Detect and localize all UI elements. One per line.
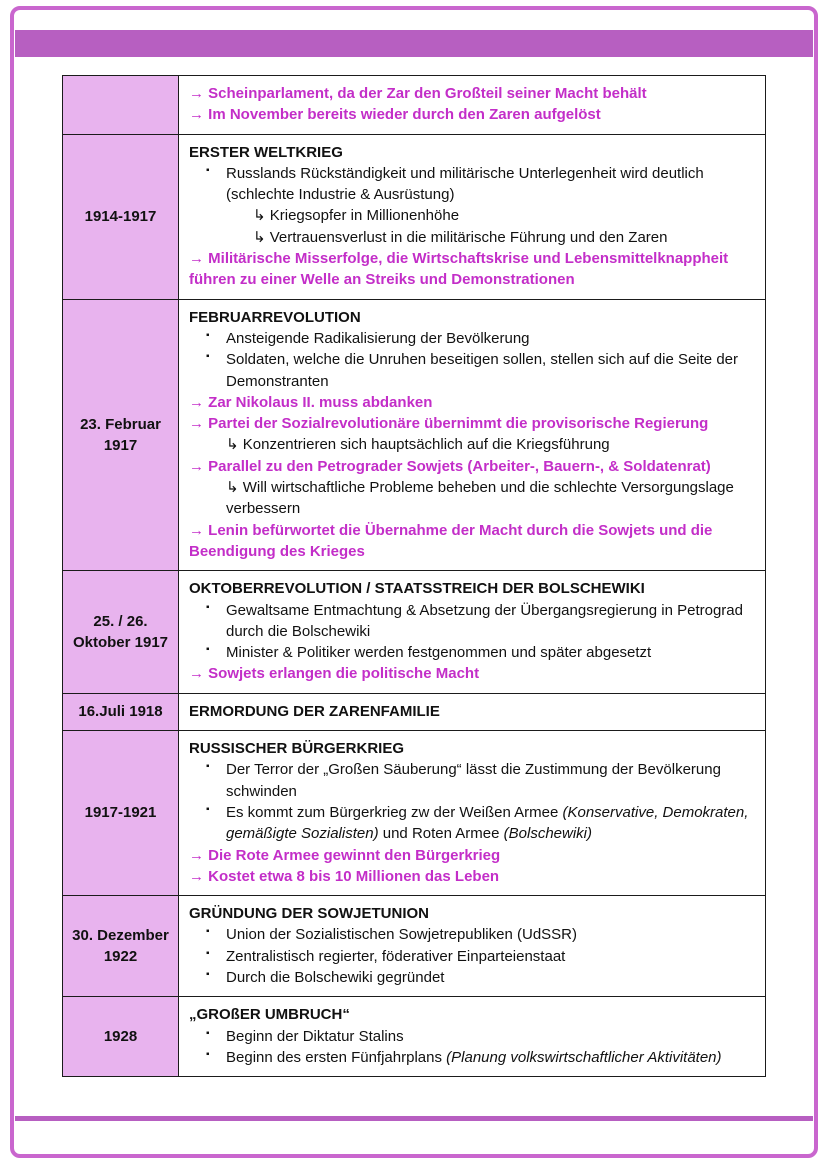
text-segment: Der Terror der „Großen Säuberung“ lässt die Zustimmung der Bevölkerung schwinden xyxy=(226,761,721,800)
text-segment: (Planung volkswirtschaftlicher Aktivitäten) xyxy=(446,1048,722,1066)
text-segment: Beginn der Diktatur Stalins xyxy=(226,1027,404,1045)
text-segment: Kriegsopfer in Millionenhöhe xyxy=(269,207,460,225)
text-segment: (Konservative, Demokraten, gemäßigte Sozialisten) xyxy=(226,803,749,843)
text-segment: (Bolschewiki) xyxy=(503,825,593,843)
event-cell xyxy=(179,997,766,1077)
arrow-right-icon: → xyxy=(189,867,209,885)
date-cell xyxy=(63,76,179,135)
event-cell xyxy=(179,693,766,730)
bullet-icon: ▪ xyxy=(206,1027,210,1039)
arrow-line xyxy=(189,520,753,563)
date-cell: 1917-1921 xyxy=(63,731,179,896)
date-cell: 25. / 26. Oktober 1917 xyxy=(63,571,179,693)
arrow-right-icon: → xyxy=(189,85,209,102)
arrow-right-icon: → xyxy=(189,393,209,411)
heading-line xyxy=(189,578,753,599)
heading-line xyxy=(189,142,753,163)
arrow-right-icon: → xyxy=(189,665,209,683)
bullet-line xyxy=(189,967,753,988)
text-segment: Durch die Bolschewiki gegründet xyxy=(226,968,445,986)
text-segment: GRÜNDUNG DER SOWJETUNION xyxy=(189,905,430,923)
arrow-line xyxy=(189,104,753,125)
date-cell: 1914-1917 xyxy=(63,134,179,299)
event-cell xyxy=(179,299,766,571)
text-segment: Kostet etwa 8 bis 10 Millionen das Leben xyxy=(208,867,500,885)
table-row xyxy=(63,731,766,896)
bullet-icon: ▪ xyxy=(206,947,210,959)
text-segment: FEBRUARREVOLUTION xyxy=(189,308,361,326)
table-row xyxy=(63,299,766,571)
sub-arrow-icon: ↳ xyxy=(253,228,270,246)
table-row xyxy=(63,76,766,135)
event-cell xyxy=(179,76,766,135)
bullet-line xyxy=(189,642,753,663)
sub-arrow-icon: ↳ xyxy=(253,207,270,225)
timeline-table xyxy=(62,75,766,1077)
bullet-line xyxy=(189,946,753,967)
heading-line xyxy=(189,903,753,924)
text-segment: Scheinparlament, da der Zar den Großteil seiner Macht behält xyxy=(208,85,647,102)
text-segment: Konzentrieren sich hauptsächlich auf die Kriegsführung xyxy=(242,436,610,454)
timeline-table-body xyxy=(63,76,766,1077)
bullet-icon: ▪ xyxy=(206,803,210,815)
arrow-line xyxy=(189,248,753,291)
text-segment: Die Rote Armee gewinnt den Bürgerkrieg xyxy=(208,846,501,864)
text-segment: Vertrauensverlust in die militärische Führung und den Zaren xyxy=(269,228,668,246)
bullet-icon: ▪ xyxy=(206,644,210,656)
header-bar xyxy=(15,30,813,57)
bullet-line xyxy=(189,1026,753,1047)
bullet-icon: ▪ xyxy=(206,1048,210,1060)
text-segment: Gewaltsame Entmachtung & Absetzung der Übergangsregierung in Petrograd durch die Bolschewiki xyxy=(226,601,743,640)
text-segment: ERSTER WELTKRIEG xyxy=(189,143,343,161)
bullet-icon: ▪ xyxy=(206,968,210,980)
bullet-icon: ▪ xyxy=(206,164,210,176)
date-cell: 23. Februar 1917 xyxy=(63,299,179,571)
text-segment: Ansteigende Radikalisierung der Bevölkerung xyxy=(226,329,530,347)
heading-line xyxy=(189,1004,753,1025)
arrow-line xyxy=(189,663,753,684)
sub2-line xyxy=(189,227,753,248)
text-segment: Es kommt zum Bürgerkrieg zw der Weißen Armee xyxy=(226,803,563,821)
heading-line xyxy=(189,307,753,328)
text-segment: RUSSISCHER BÜRGERKRIEG xyxy=(189,740,405,758)
bullet-line xyxy=(189,802,753,845)
text-segment: Sowjets erlangen die politische Macht xyxy=(208,665,480,683)
text-segment: Will wirtschaftliche Probleme beheben und die schlechte Versorgungslage verbessern xyxy=(226,479,734,518)
bullet-line xyxy=(189,349,753,392)
table-row xyxy=(63,693,766,730)
bullet-icon: ▪ xyxy=(206,761,210,773)
arrow-line xyxy=(189,845,753,866)
sub-line xyxy=(189,477,753,520)
arrow-line xyxy=(189,866,753,887)
table-row xyxy=(63,571,766,693)
text-segment: Union der Sozialistischen Sowjetrepubliken (UdSSR) xyxy=(226,926,577,944)
arrow-right-icon: → xyxy=(189,521,209,539)
sub2-line xyxy=(189,205,753,226)
text-segment: Minister & Politiker werden festgenommen und später abgesetzt xyxy=(226,644,652,662)
bullet-icon: ▪ xyxy=(206,351,210,363)
date-cell: 1928 xyxy=(63,997,179,1077)
event-cell xyxy=(179,731,766,896)
arrow-right-icon: → xyxy=(189,457,209,475)
text-segment: Parallel zu den Petrograder Sowjets (Arbeiter-, Bauern-, & Soldatenrat) xyxy=(208,457,711,475)
date-cell: 30. Dezember 1922 xyxy=(63,896,179,997)
text-segment: und Roten Armee xyxy=(378,825,504,843)
table-row xyxy=(63,997,766,1077)
table-row xyxy=(63,134,766,299)
text-segment: Beginn des ersten Fünfjahrplans xyxy=(226,1048,447,1066)
bullet-line xyxy=(189,600,753,643)
bullet-icon: ▪ xyxy=(206,926,210,938)
sub-line xyxy=(189,434,753,455)
bullet-line xyxy=(189,1047,753,1068)
sub-arrow-icon: ↳ xyxy=(226,479,243,497)
table-row xyxy=(63,896,766,997)
arrow-line xyxy=(189,392,753,413)
text-segment: Zentralistisch regierter, föderativer Einparteienstaat xyxy=(226,947,566,965)
text-segment: Zar Nikolaus II. muss abdanken xyxy=(208,393,433,411)
bullet-line xyxy=(189,163,753,206)
arrow-right-icon: → xyxy=(189,846,209,864)
event-cell xyxy=(179,896,766,997)
arrow-line xyxy=(189,83,753,104)
arrow-right-icon: → xyxy=(189,250,209,268)
date-cell: 16.Juli 1918 xyxy=(63,693,179,730)
arrow-right-icon: → xyxy=(189,106,209,124)
text-segment: ERMORDUNG DER ZARENFAMILIE xyxy=(189,702,440,720)
heading-line xyxy=(189,701,753,722)
text-segment: Partei der Sozialrevolutionäre übernimmt die provisorische Regierung xyxy=(208,415,709,433)
footer-bar xyxy=(15,1116,813,1121)
arrow-right-icon: → xyxy=(189,415,209,433)
sub-arrow-icon: ↳ xyxy=(226,436,243,454)
text-segment: OKTOBERREVOLUTION / STAATSSTREICH DER BOLSCHEWIKI xyxy=(189,580,645,598)
event-cell xyxy=(179,134,766,299)
text-segment: Militärische Misserfolge, die Wirtschaftskrise und Lebensmittelknappheit führen zu einer Welle an Streiks und Demonstrationen xyxy=(189,250,729,289)
arrow-line xyxy=(189,413,753,434)
text-segment: Soldaten, welche die Unruhen beseitigen sollen, stellen sich auf die Seite der Demonstranten xyxy=(226,351,738,390)
bullet-icon: ▪ xyxy=(206,601,210,613)
heading-line xyxy=(189,738,753,759)
text-segment: Russlands Rückständigkeit und militärische Unterlegenheit wird deutlich (schlechte Industrie & Ausrüstung) xyxy=(226,164,704,204)
event-cell xyxy=(179,571,766,693)
arrow-line xyxy=(189,456,753,477)
text-segment: „GROßER UMBRUCH“ xyxy=(189,1006,350,1024)
text-segment: Lenin befürwortet die Übernahme der Macht durch die Sowjets und die Beendigung des Krieges xyxy=(189,521,713,560)
bullet-line xyxy=(189,924,753,945)
bullet-line xyxy=(189,759,753,802)
text-segment: Im November bereits wieder durch den Zaren aufgelöst xyxy=(208,106,601,124)
bullet-line xyxy=(189,328,753,349)
bullet-icon: ▪ xyxy=(206,329,210,341)
